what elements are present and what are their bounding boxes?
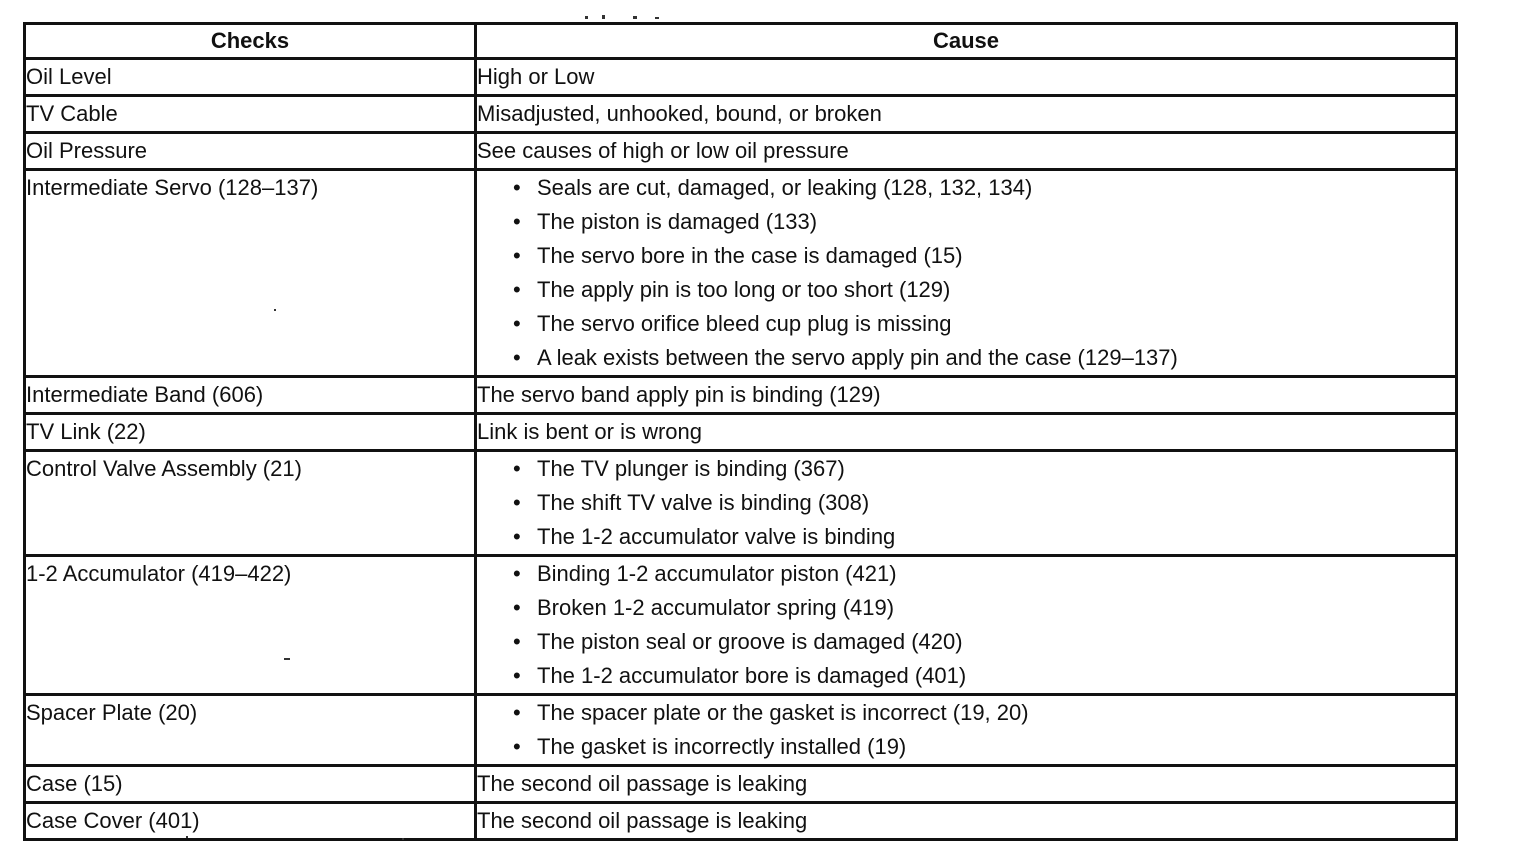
table-row [25,766,1457,803]
check-cell: TV Link (22) [25,414,476,451]
table-row [25,377,1457,414]
check-cell: Spacer Plate (20) [25,695,476,766]
cause-list-item: • The shift TV valve is binding (308) [513,486,1455,520]
cause-cell [476,170,1457,377]
scan-speck [402,838,404,840]
check-cell: Case (15) [25,766,476,803]
cause-cell [476,695,1457,766]
table-row [25,451,1457,556]
cause-list [477,171,1455,375]
check-cell: TV Cable [25,96,476,133]
table-row [25,59,1457,96]
cause-list-item: • The servo orifice bleed cup plug is missing [513,307,1455,341]
scan-speck [655,17,659,19]
table-row [25,414,1457,451]
cause-cell: High or Low [476,59,1457,96]
cause-cell: The servo band apply pin is binding (129) [476,377,1457,414]
check-cell: Intermediate Band (606) [25,377,476,414]
table-row [25,803,1457,840]
cause-list-item: • The piston is damaged (133) [513,205,1455,239]
check-cell: Intermediate Servo (128–137) [25,170,476,377]
cause-list-item: • The TV plunger is binding (367) [513,452,1455,486]
cause-cell: Misadjusted, unhooked, bound, or broken [476,96,1457,133]
cause-cell [476,556,1457,695]
cause-list [477,452,1455,554]
table-row [25,695,1457,766]
check-cell: Control Valve Assembly (21) [25,451,476,556]
cause-cell [476,451,1457,556]
check-cell: 1-2 Accumulator (419–422) [25,556,476,695]
cause-list-item: • The gasket is incorrectly installed (19) [513,730,1455,764]
cause-list [477,696,1455,764]
table-header-row [25,24,1457,59]
cause-list-item: • A leak exists between the servo apply pin and the case (129–137) [513,341,1455,375]
table-row [25,96,1457,133]
scan-speck [602,15,605,19]
scan-speck [633,16,637,19]
table-row [25,556,1457,695]
table-body [25,59,1457,840]
cause-cell: Link is bent or is wrong [476,414,1457,451]
cause-list-item: • The 1-2 accumulator bore is damaged (401) [513,659,1455,693]
scan-speck [284,658,290,660]
cause-list-item: • The spacer plate or the gasket is incorrect (19, 20) [513,696,1455,730]
scan-speck [585,16,588,19]
cause-list-item: • The 1-2 accumulator valve is binding [513,520,1455,554]
scan-speck [186,836,188,838]
cause-list-item: • The piston seal or groove is damaged (420) [513,625,1455,659]
diagnosis-table [23,22,1458,841]
scan-speck [274,309,276,311]
check-cell: Case Cover (401) [25,803,476,840]
column-header-checks: Checks [25,24,476,59]
cause-cell: The second oil passage is leaking [476,803,1457,840]
cause-list-item: • The apply pin is too long or too short (129) [513,273,1455,307]
cause-list-item: • Seals are cut, damaged, or leaking (128, 132, 134) [513,171,1455,205]
cause-list-item: • The servo bore in the case is damaged (15) [513,239,1455,273]
table-row [25,170,1457,377]
table-row [25,133,1457,170]
check-cell: Oil Level [25,59,476,96]
cause-cell: The second oil passage is leaking [476,766,1457,803]
cause-list-item: • Broken 1-2 accumulator spring (419) [513,591,1455,625]
cause-cell: See causes of high or low oil pressure [476,133,1457,170]
cause-list-item: • Binding 1-2 accumulator piston (421) [513,557,1455,591]
cause-list [477,557,1455,693]
check-cell: Oil Pressure [25,133,476,170]
column-header-cause: Cause [476,24,1457,59]
